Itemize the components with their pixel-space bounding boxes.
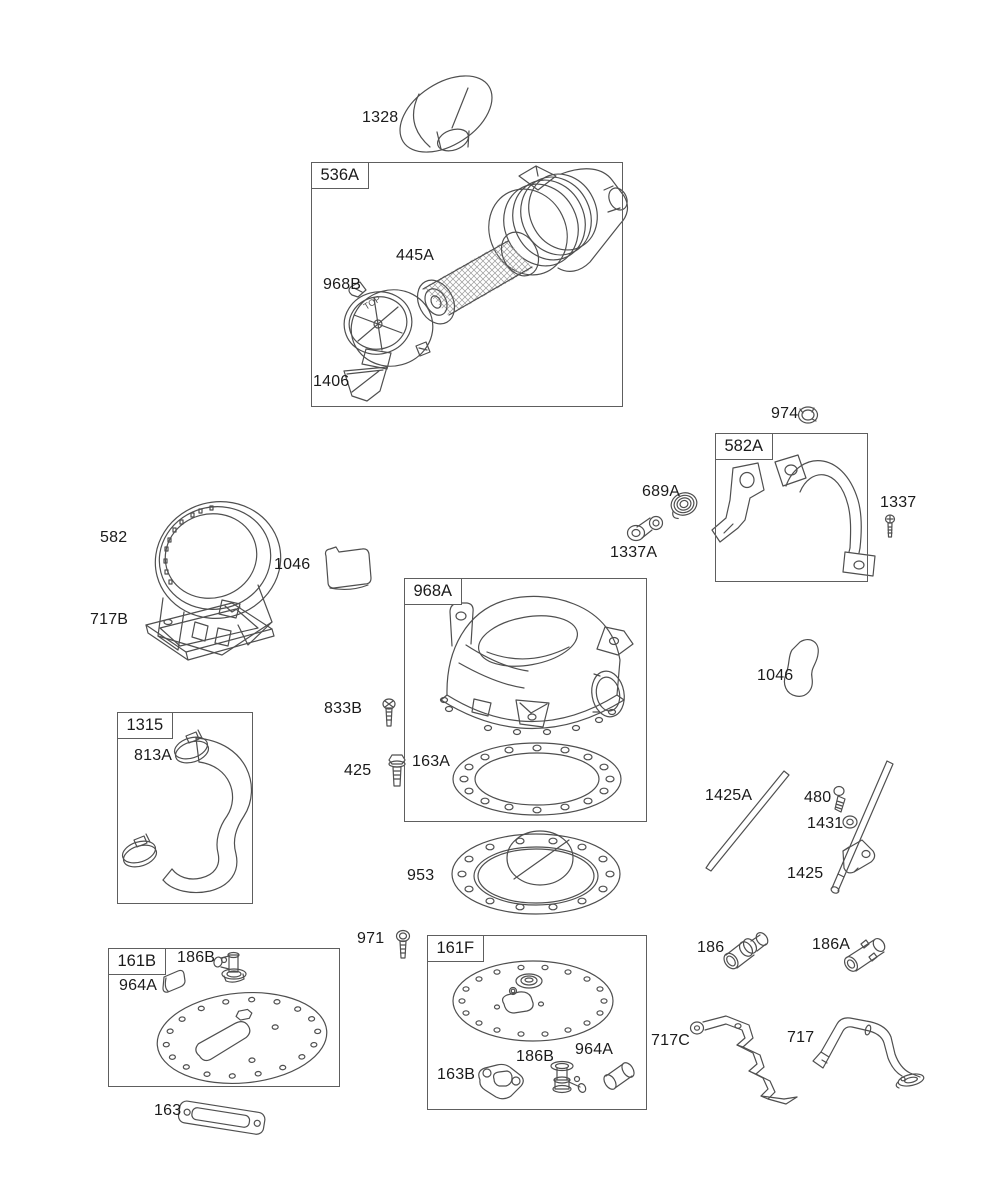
callout-163B: 163B	[437, 1066, 476, 1083]
part-974-drawing	[799, 407, 818, 423]
part-1046-left-gasket-drawing	[326, 547, 372, 589]
callout-1406: 1406	[313, 373, 350, 390]
cover-top-marking: TOP	[361, 293, 383, 312]
part-717C-bracket-drawing	[691, 1016, 798, 1104]
callout-1046-right: 1046	[757, 667, 794, 684]
part-953-plate-drawing	[452, 831, 620, 914]
group-label-536A: 536A	[311, 162, 370, 189]
part-833B-screw-drawing	[383, 699, 395, 726]
group-label-1315: 1315	[117, 712, 174, 739]
group-box-968A	[404, 578, 647, 822]
callout-163: 163	[154, 1102, 182, 1119]
callout-445A: 445A	[396, 247, 435, 264]
part-186-coupler-drawing	[721, 930, 770, 971]
callout-1337A: 1337A	[610, 544, 658, 561]
part-717-bracket-drawing	[813, 1018, 925, 1088]
callout-186B-161F: 186B	[516, 1048, 555, 1065]
callout-1337: 1337	[880, 494, 917, 511]
part-1337A-plug-drawing	[628, 517, 663, 541]
callout-425: 425	[344, 762, 372, 779]
callout-971: 971	[357, 930, 385, 947]
callout-717: 717	[787, 1029, 815, 1046]
callout-968B: 968B	[323, 276, 362, 293]
group-box-1315	[117, 712, 253, 904]
group-label-968A: 968A	[404, 578, 463, 605]
group-box-161F	[427, 935, 647, 1110]
part-1328-cover-drawing	[386, 60, 505, 168]
callout-582: 582	[100, 529, 128, 546]
part-1431-washer-drawing	[843, 816, 857, 828]
callout-1046-left: 1046	[274, 556, 311, 573]
group-box-161B	[108, 948, 340, 1087]
callout-1328: 1328	[362, 109, 399, 126]
callout-480: 480	[804, 789, 832, 806]
part-1425A-rod-drawing	[706, 771, 789, 871]
callout-833B: 833B	[324, 700, 363, 717]
callout-813A: 813A	[134, 747, 173, 764]
part-1337-screw-drawing	[886, 515, 895, 537]
callout-974: 974	[771, 405, 799, 422]
callout-953: 953	[407, 867, 435, 884]
part-582-bracket-drawing	[142, 488, 294, 655]
callout-964A-161B: 964A	[119, 977, 158, 994]
group-box-582A	[715, 433, 868, 582]
group-label-161B: 161B	[108, 948, 167, 975]
callout-1425: 1425	[787, 865, 824, 882]
group-label-582A: 582A	[715, 433, 774, 460]
callout-163A: 163A	[412, 753, 451, 770]
callout-186B-161B: 186B	[177, 949, 216, 966]
callout-1425A: 1425A	[705, 787, 753, 804]
part-163-gasket-drawing	[177, 1100, 265, 1135]
callout-1431: 1431	[807, 815, 844, 832]
callout-186A: 186A	[812, 936, 851, 953]
callout-964A-161F: 964A	[575, 1041, 614, 1058]
callout-186: 186	[697, 939, 725, 956]
callout-717C: 717C	[651, 1032, 691, 1049]
part-971-screw-drawing	[397, 931, 410, 959]
part-425-screw-drawing	[389, 755, 405, 786]
group-label-161F: 161F	[427, 935, 485, 962]
part-480-bolt-drawing	[834, 787, 845, 813]
clamp-dots	[164, 506, 213, 584]
callout-689A: 689A	[642, 483, 681, 500]
callout-717B: 717B	[90, 611, 129, 628]
